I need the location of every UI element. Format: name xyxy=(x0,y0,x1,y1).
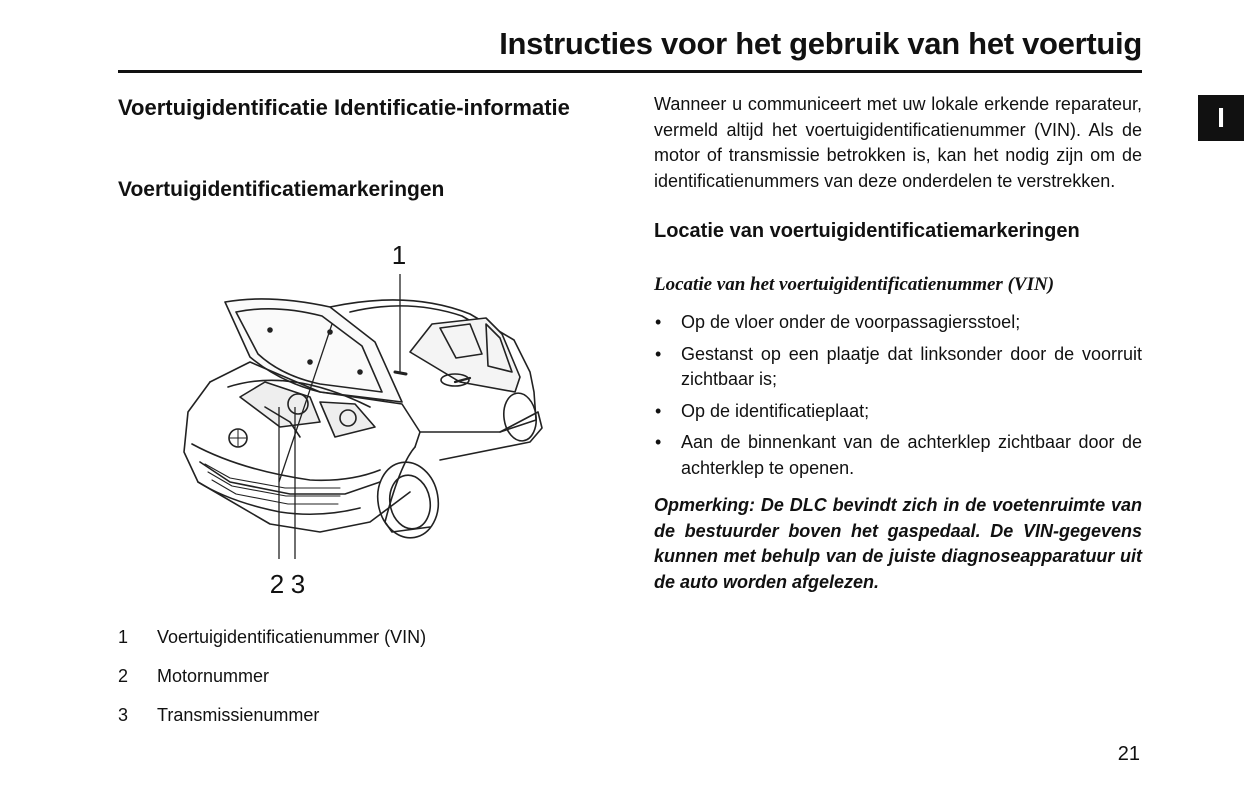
legend-number: 2 xyxy=(118,666,129,686)
legend-item xyxy=(118,624,598,663)
left-column xyxy=(118,94,618,122)
list-item: • Aan de binnenkant van de achterklep zichtbaar door de achterklep te openen. xyxy=(654,430,1142,481)
header-rule xyxy=(118,70,1142,73)
figure-legend xyxy=(118,624,598,741)
list-item: • Op de vloer onder de voorpassagiersstoel; xyxy=(654,310,1142,336)
chapter-tab: I xyxy=(1198,95,1244,141)
vin-location-list xyxy=(654,310,1142,481)
page-number: 21 xyxy=(1117,743,1140,765)
list-item: • Gestanst op een plaatje dat linksonder door de voorruit zichtbaar is; xyxy=(654,342,1142,393)
callout-2: 2 xyxy=(269,569,285,599)
legend-number: 1 xyxy=(118,627,129,647)
car-engine-bay-illustration xyxy=(170,232,550,604)
page-header-title: Instructies voor het gebruik van het voertuig xyxy=(499,26,1142,61)
right-column xyxy=(654,92,1142,595)
legend-label: Voertuigidentificatienummer (VIN) xyxy=(157,627,427,647)
sub-heading: Voertuigidentificatiemarkeringen xyxy=(118,178,445,201)
location-heading: Locatie van voertuigidentificatiemarkeringen xyxy=(654,220,1080,242)
callout-3: 3 xyxy=(290,569,306,599)
legend-item xyxy=(118,702,598,741)
legend-label: Transmissienummer xyxy=(157,705,320,725)
car-figure xyxy=(170,232,550,604)
section-heading: Voertuigidentificatie Identificatie-informatie xyxy=(118,95,570,120)
intro-paragraph: Wanneer u communiceert met uw lokale erkende reparateur, vermeld altijd het voertuigidentificatienummer (VIN). Als de motor of transmissie betrokken is, kan het nodig zijn om de identificatienummers van deze onderdelen te verstrekken. xyxy=(654,94,1142,191)
legend-item xyxy=(118,663,598,702)
legend-number: 3 xyxy=(118,705,129,725)
note-paragraph: Opmerking: De DLC bevindt zich in de voetenruimte van de bestuurder boven het gaspedaal. De VIN-gegevens kunnen met behulp van de juiste diagnoseapparatuur uit de auto worden afgelezen. xyxy=(654,495,1142,592)
legend-label: Motornummer xyxy=(157,666,270,686)
callout-1: 1 xyxy=(391,240,407,270)
vin-location-heading: Locatie van het voertuigidentificatienummer (VIN) xyxy=(654,274,1055,295)
list-item: • Op de identificatieplaat; xyxy=(654,399,1142,425)
